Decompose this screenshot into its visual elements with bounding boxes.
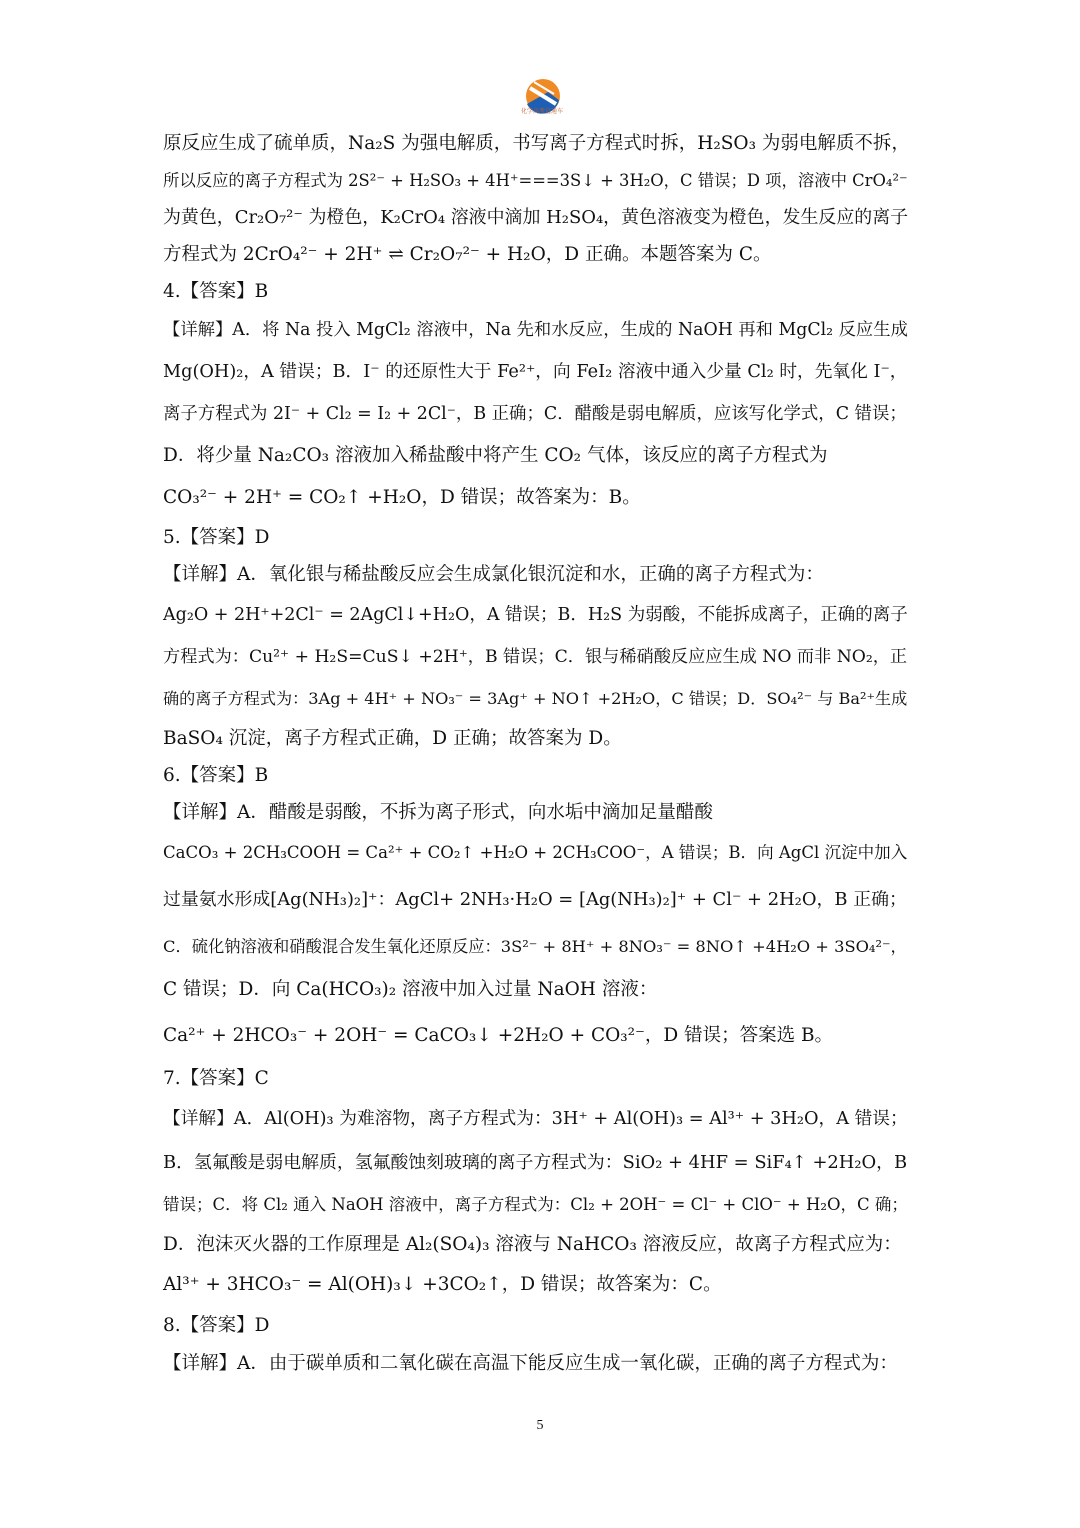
page-number: 5 [536, 1418, 544, 1433]
text-line: 【详解】A．Al(OH)₃ 为难溶物，离子方程式为：3H⁺ + Al(OH)₃ = Al³⁺ + 3H₂O，A 错误； [163, 1109, 908, 1129]
text-line: 【详解】A．由于碳单质和二氧化碳在高温下能反应生成一氧化碳，正确的离子方程式为： [163, 1353, 898, 1374]
text-line: 过量氨水形成[Ag(NH₃)₂]⁺：AgCl+ 2NH₃·H₂O = [Ag(NH₃)₂]⁺ + Cl⁻ + 2H₂O，B 正确； [163, 889, 907, 910]
text-line: B．氢氟酸是弱电解质，氢氟酸蚀刻玻璃的离子方程式为：SiO₂ + 4HF = SiF₄↑ +2H₂O，B [163, 1152, 908, 1173]
text-line: 【详解】A．将 Na 投入 MgCl₂ 溶液中，Na 先和水反应，生成的 NaOH 再和 MgCl₂ 反应生成 [163, 320, 908, 340]
answer-heading: 4.【答案】B [163, 281, 269, 302]
text-line: 离子方程式为 2I⁻ + Cl₂ = I₂ + 2Cl⁻，B 正确；C．醋酸是弱电解质，应该写化学式，C 错误； [163, 404, 907, 424]
text-line: CaCO₃ + 2CH₃COOH = Ca²⁺ + CO₂↑ +H₂O + 2CH₃COO⁻，A 错误；B．向 AgCl 沉淀中加入 [163, 843, 908, 862]
text-line: Ca²⁺ + 2HCO₃⁻ + 2OH⁻ = CaCO₃↓ +2H₂O + CO₃²⁻，D 错误；答案选 B。 [163, 1025, 834, 1046]
text-line: CO₃²⁻ + 2H⁺ = CO₂↑ +H₂O，D 错误；故答案为：B。 [163, 487, 641, 508]
text-line: 【详解】A．醋酸是弱酸，不拆为离子形式，向水垢中滴加足量醋酸 [163, 802, 713, 823]
answer-heading: 5.【答案】D [163, 527, 270, 548]
text-line: 为黄色，Cr₂O₇²⁻ 为橙色，K₂CrO₄ 溶液中滴加 H₂SO₄，黄色溶液变为橙色，发生反应的离子 [163, 207, 909, 228]
text-line: 所以反应的离子方程式为 2S²⁻ + H₂SO₃ + 4H⁺===3S↓ + 3H₂O，C 错误；D 项，溶液中 CrO₄²⁻ [163, 171, 908, 190]
text-line: 原反应生成了硫单质，Na₂S 为强电解质，书写离子方程式时拆，H₂SO₃ 为弱电解质不拆， [163, 133, 910, 154]
logo-caption: 化学高考直通车 [520, 108, 563, 115]
text-line: D．将少量 Na₂CO₃ 溶液加入稀盐酸中将产生 CO₂ 气体，该反应的离子方程式为 [163, 445, 828, 466]
text-line: 【详解】A．氧化银与稀盐酸反应会生成氯化银沉淀和水，正确的离子方程式为： [163, 564, 824, 585]
text-line: D．泡沫灭火器的工作原理是 Al₂(SO₄)₃ 溶液与 NaHCO₃ 溶液反应，故离子方程式应为： [163, 1234, 902, 1255]
answer-heading: 8.【答案】D [163, 1315, 270, 1336]
text-line: Ag₂O + 2H⁺+2Cl⁻ = 2AgCl↓+H₂O，A 错误；B．H₂S 为弱酸，不能拆成离子，正确的离子 [163, 605, 908, 625]
text-line: 方程式为：Cu²⁺ + H₂S=CuS↓ +2H⁺，B 错误；C．银与稀硝酸反应应生成 NO 而非 NO₂，正 [163, 647, 908, 667]
answer-heading: 6.【答案】B [163, 765, 269, 786]
text-line: Al³⁺ + 3HCO₃⁻ = Al(OH)₃↓ +3CO₂↑，D 错误；故答案为：C。 [163, 1274, 722, 1295]
text-line: 错误；C．将 Cl₂ 通入 NaOH 溶液中，离子方程式为：Cl₂ + 2OH⁻ = Cl⁻ + ClO⁻ + H₂O，C 确； [163, 1195, 908, 1214]
text-line: 方程式为 2CrO₄²⁻ + 2H⁺ ⇌ Cr₂O₇²⁻ + H₂O，D 正确。本题答案为 C。 [163, 244, 772, 265]
text-line: 确的离子方程式为：3Ag + 4H⁺ + NO₃⁻ = 3Ag⁺ + NO↑ +2H₂O，C 错误；D．SO₄²⁻ 与 Ba²⁺生成 [163, 689, 908, 708]
text-line: C．硫化钠溶液和硝酸混合发生氧化还原反应：3S²⁻ + 8H⁺ + 8NO₃⁻ = 8NO↑ +4H₂O + 3SO₄²⁻， [163, 937, 907, 956]
text-line: Mg(OH)₂，A 错误；B．I⁻ 的还原性大于 Fe²⁺，向 FeI₂ 溶液中通入少量 Cl₂ 时，先氧化 I⁻， [163, 362, 908, 382]
text-line: BaSO₄ 沉淀，离子方程式正确，D 正确；故答案为 D。 [163, 728, 622, 749]
text-line: C 错误；D．向 Ca(HCO₃)₂ 溶液中加入过量 NaOH 溶液： [163, 979, 658, 1000]
answer-heading: 7.【答案】C [163, 1068, 269, 1089]
